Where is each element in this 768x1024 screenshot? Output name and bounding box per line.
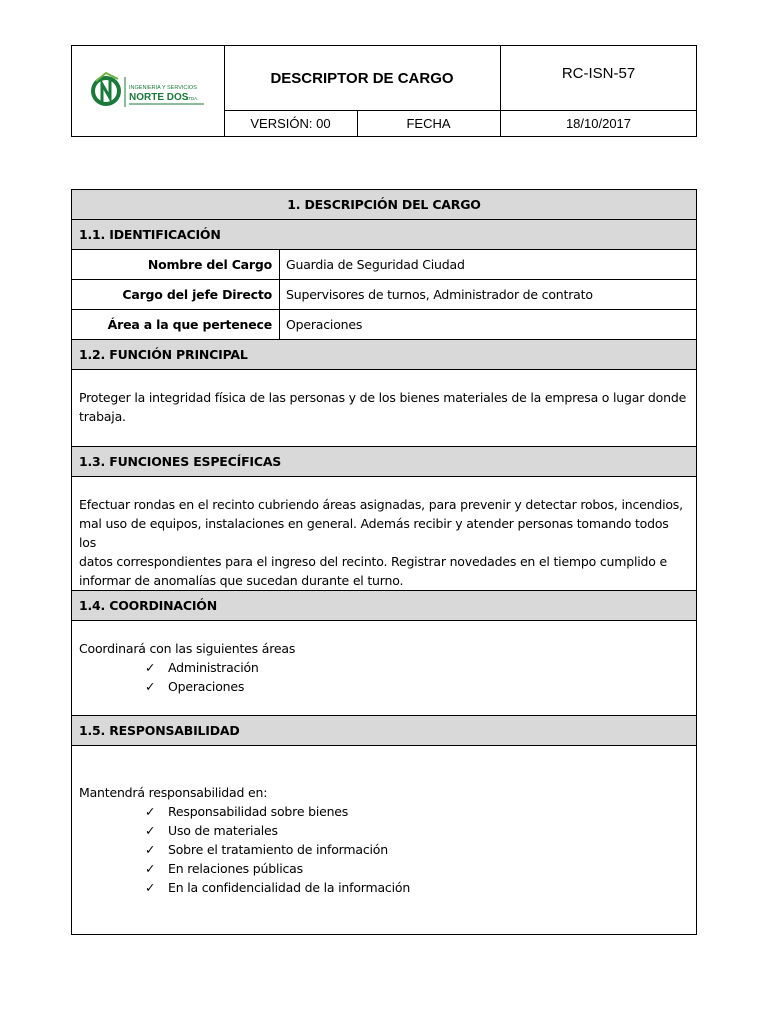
text-line: Efectuar rondas en el recinto cubriendo áreas asignadas, para prevenir y detectar robos, incendios, — [79, 497, 683, 512]
checkmark-icon: ✓ — [145, 842, 156, 857]
field-label: Cargo del jefe Directo — [72, 280, 280, 309]
field-value: Guardia de Seguridad Ciudad — [286, 257, 465, 272]
responsabilidad-heading: 1.5. RESPONSABILIDAD — [72, 716, 696, 746]
text-line: datos correspondientes para el ingreso del recinto. Registrar novedades en el tiempo cumplido e — [79, 554, 667, 569]
field-label: Área a la que pertenece — [72, 310, 280, 339]
document-title: DESCRIPTOR DE CARGO — [270, 69, 454, 87]
svg-text:LTDA.: LTDA. — [186, 96, 199, 101]
svg-text:NORTE DOS: NORTE DOS — [129, 92, 189, 103]
checkmark-icon: ✓ — [145, 804, 156, 819]
list-item: ✓ En relaciones públicas — [145, 861, 303, 876]
responsabilidad-content — [72, 746, 696, 934]
text-line: mal uso de equipos, instalaciones en general. Además recibir y atender personas tomando todos los — [79, 516, 669, 550]
section-title: 1. DESCRIPCIÓN DEL CARGO — [72, 190, 696, 220]
list-item: ✓ En la confidencialidad de la información — [145, 880, 411, 895]
list-item: ✓ Operaciones — [145, 679, 245, 694]
funcion-principal-text — [72, 370, 696, 447]
coordinacion-heading: 1.4. COORDINACIÓN — [72, 591, 696, 621]
document-version: VERSIÓN: 00 — [250, 115, 331, 131]
checkmark-icon: ✓ — [145, 823, 156, 838]
funciones-especificas-text — [72, 477, 696, 591]
checkmark-icon: ✓ — [145, 679, 156, 694]
company-logo — [72, 46, 224, 136]
table-row — [72, 280, 696, 310]
checkmark-icon: ✓ — [145, 861, 156, 876]
funcion-principal-heading: 1.2. FUNCIÓN PRINCIPAL — [72, 340, 696, 370]
field-value: Supervisores de turnos, Administrador de contrato — [286, 287, 593, 302]
text-line: informar de anomalías que sucedan durante el turno. — [79, 573, 404, 588]
coordinacion-list — [79, 658, 689, 696]
list-item: ✓ Uso de materiales — [145, 823, 278, 838]
identificacion-heading: 1.1. IDENTIFICACIÓN — [72, 220, 696, 250]
list-item: ✓ Responsabilidad sobre bienes — [145, 804, 349, 819]
coordinacion-content — [72, 621, 696, 716]
checkmark-icon: ✓ — [145, 660, 156, 675]
table-row — [72, 250, 696, 280]
logo-emblem-icon — [88, 69, 208, 113]
funciones-especificas-heading: 1.3. FUNCIONES ESPECÍFICAS — [72, 447, 696, 477]
responsabilidad-list — [79, 802, 689, 897]
document-header — [71, 45, 697, 137]
list-item: ✓ Sobre el tratamiento de información — [145, 842, 388, 857]
checkmark-icon: ✓ — [145, 880, 156, 895]
job-description-table — [71, 189, 697, 935]
document-date: 18/10/2017 — [565, 115, 632, 131]
field-label: Nombre del Cargo — [72, 250, 280, 279]
responsabilidad-intro: Mantendrá responsabilidad en: — [79, 785, 268, 800]
list-item: ✓ Administración — [145, 660, 259, 675]
date-label: FECHA — [406, 115, 451, 131]
text-line: trabaja. — [79, 409, 126, 424]
svg-text:INGENIERIA Y SERVICIOS: INGENIERIA Y SERVICIOS — [129, 85, 197, 91]
table-row — [72, 310, 696, 340]
coordinacion-intro: Coordinará con las siguientes áreas — [79, 641, 296, 656]
field-value: Operaciones — [286, 317, 363, 332]
text-line: Proteger la integridad física de las personas y de los bienes materiales de la empresa o lugar donde — [79, 390, 687, 405]
document-code: RC-ISN-57 — [561, 65, 636, 82]
